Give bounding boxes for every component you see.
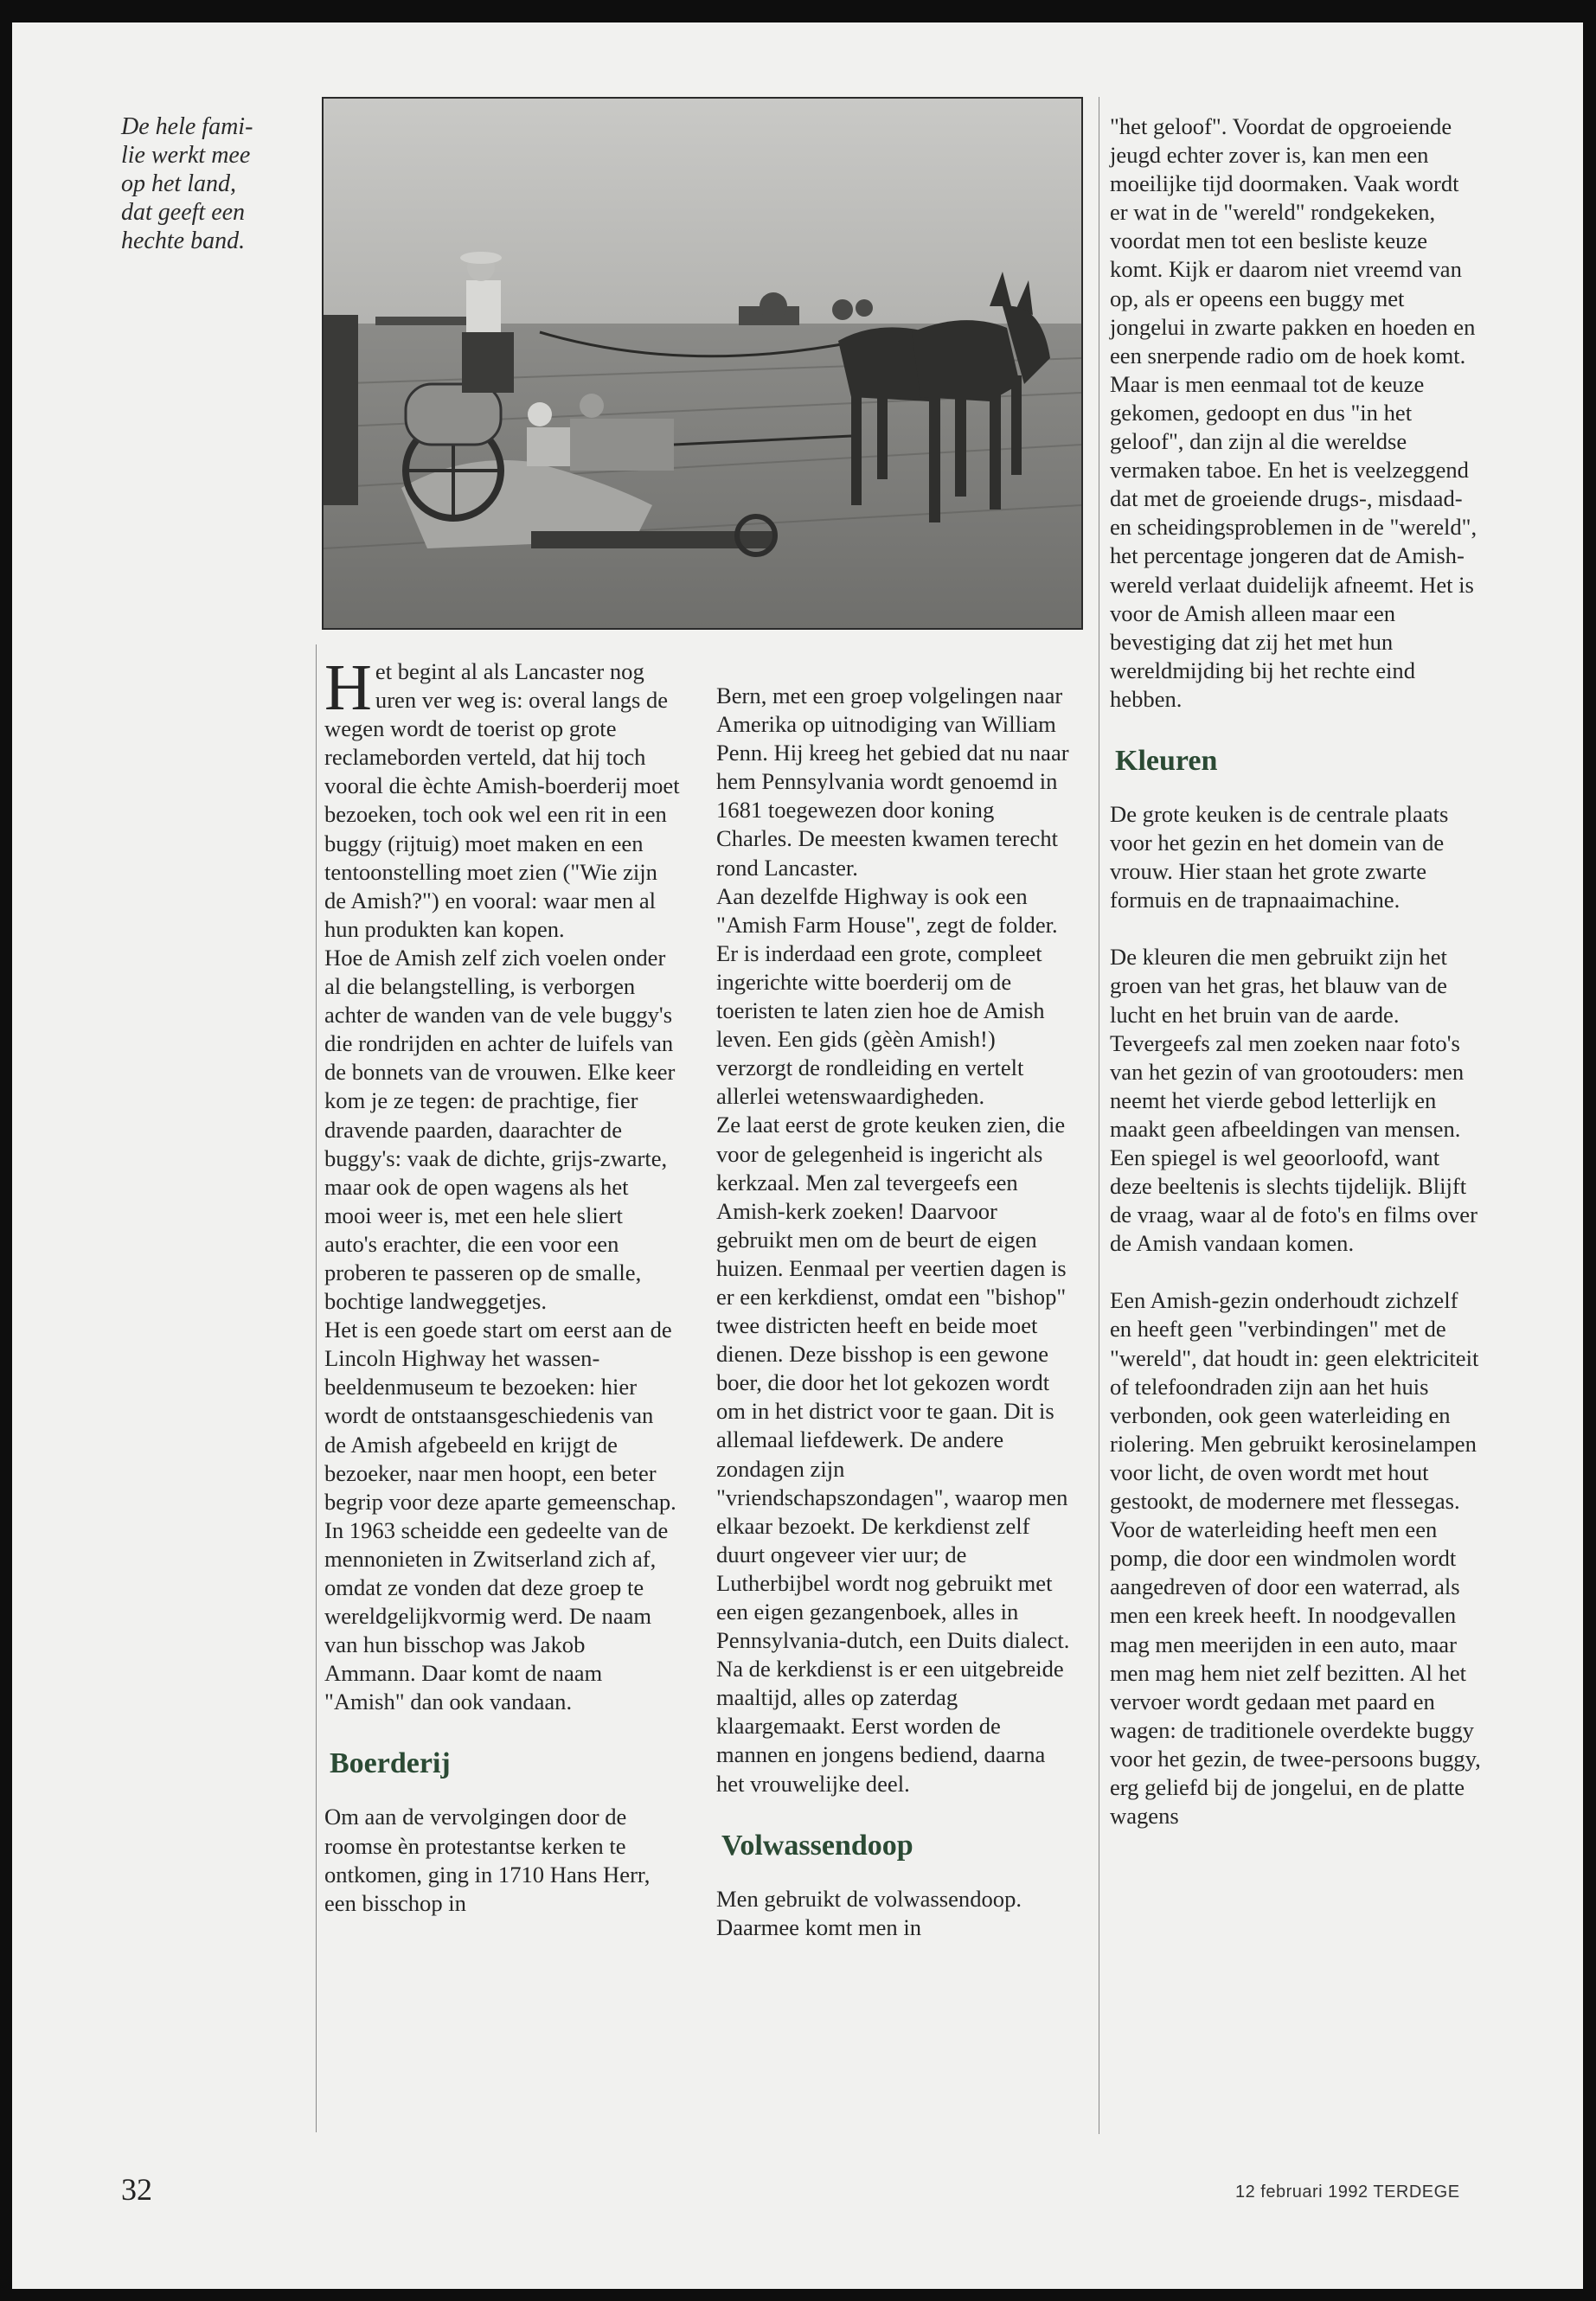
page-number: 32 xyxy=(121,2172,152,2207)
intro-text: et begint al als Lancaster nog uren ver weg is: overal langs de wegen wordt de toerist op grote reclameborden verteld, dat hij toch vooral die èchte Amish-boerderij moet bezoeken, toch ook wel een rit in een buggy (rijtuig) moet maken en een tentoonstelling moet zien ("Wie zijn de Amish?") en vooral: waar men al hun produkten kan kopen. xyxy=(324,658,680,942)
subheading-volwassendoop: Volwassendoop xyxy=(721,1829,913,1862)
intro-paragraph xyxy=(324,651,681,944)
column-rule-1 xyxy=(316,644,317,2132)
paragraph-gap xyxy=(1110,1258,1482,1286)
subheading-boerderij: Boerderij xyxy=(330,1747,451,1780)
paragraph-gap xyxy=(1110,914,1482,943)
drop-cap: H xyxy=(324,651,372,724)
paragraph: Ze laat eerst de grote keuken zien, die voor de gelegenheid is ingericht als kerkzaal. Men zal tevergeefs een Amish-kerk zoeken! Daarvoor gebruikt men om de beurt de eigen huizen. Eenmaal per veertien dagen is er een kerkdienst, omdat een "bishop" twee districten heeft en beide moet dienen. Deze bisshop is een gewone boer, die door het lot gekozen wordt om in het district voor te gaan. Dit is allemaal liefdewerk. De andere zondagen zijn "vriendschapszondagen", waarop men elkaar bezoekt. De kerkdienst zelf duurt ongeveer vier uur; de Lutherbijbel wordt nog gebruikt met een eigen gezangenboek, alles in Pennsylvania-dutch, een Duits dialect. Na de kerkdienst is er een uitgebreide maaltijd, alles op zaterdag klaargemaakt. Eerst worden de mannen en jongens bediend, daarna het vrouwelijke deel. xyxy=(716,1112,1070,1797)
paragraph: De grote keuken is de centrale plaats voor het gezin en het domein van de vrouw. Hier staan het grote zwarte formuis en de trapnaaimachine. xyxy=(1110,800,1449,913)
paragraph: "het geloof". Voordat de opgroeiende jeugd echter zover is, kan men een moeilijke tijd doormaken. Vaak wordt er wat in de "wereld" rondgekeken, voordat men tot een besliste keuze komt. Kijk er daarom niet vreemd van op, als er opeens een buggy met jongelui in zwarte pakken en hoeden en een snerpende radio om de hoek komt. Maar is men eenmaal tot de keuze gekomen, gedoopt en dus "in het geloof", dan zijn al die wereldse vermaken taboe. En het is veelzeggend dat met de groeiende drugs-, misdaad- en scheidingsproblemen in de "wereld", het percentage jongeren dat de Amish-wereld verlaat duidelijk afneemt. Het is voor de Amish alleen maar een bevestiging dat zij het met hun wereldmijding bij het rechte eind hebben. xyxy=(1110,113,1477,712)
paragraph: Men gebruikt de volwassendoop. Daarmee komt men in xyxy=(716,1885,1022,1940)
photo-caption: De hele fami- lie werkt mee op het land, dat geeft een hechte band. xyxy=(121,113,253,254)
article-column-2 xyxy=(716,682,1073,1942)
paragraph: Aan dezelfde Highway is ook een "Amish Farm House", zegt de folder. Er is inderdaad een grote, compleet ingerichte witte boerderij om de toeristen te laten zien hoe de Amish leven. Een gids (gèèn Amish!) verzorgt de rondleiding en vertelt allerlei wetenswaardigheden. xyxy=(716,882,1058,1110)
paragraph: De kleuren die men gebruikt zijn het groen van het gras, het blauw van de lucht en het bruin van de aarde. Tevergeefs zal men zoeken naar foto's van het gezin of van grootouders: men neemt het vierde gebod letterlijk en maakt geen afbeeldingen van mensen. Een spiegel is wel geoorloofd, want deze beeltenis is slechts tijdelijk. Blijft de vraag, waar al de foto's en films over de Amish vandaan komen. xyxy=(1110,944,1477,1257)
paragraph: Het is een goede start om eerst aan de Lincoln Highway het wassen-beeldenmuseum te bezoeken: hier wordt de ontstaansgeschiedenis van de Amish afgebeeld en krijgt de bezoeker, naar men hoopt, een beter begrip voor deze aparte gemeenschap. In 1963 scheidde een gedeelte van de mennonieten in Zwitserland zich af, omdat ze vonden dat deze groep te wereldgelijkvormig werd. De naam van hun bisschop was Jakob Ammann. Daar komt de naam "Amish" dan ook vandaan. xyxy=(324,1317,676,1715)
article-column-1 xyxy=(324,651,681,1918)
photo-illustration xyxy=(324,99,1081,628)
amish-field-photo xyxy=(322,97,1083,630)
paragraph: Hoe de Amish zelf zich voelen onder al die belangstelling, is verborgen achter de wanden van de vele buggy's die rondrijden en achter de luifels van de bonnets van de vrouwen. Elke keer kom je ze tegen: de prachtige, fier dravende paarden, daarachter de buggy's: vaak de dichte, grijs-zwarte, maar ook de open wagens als het mooi weer is, met een hele sliert auto's erachter, die een voor een proberen te passeren op de smalle, bochtige landweggetjes. xyxy=(324,944,676,1315)
subheading-kleuren: Kleuren xyxy=(1115,744,1218,777)
paragraph: Een Amish-gezin onderhoudt zichzelf en heeft geen "verbindingen" met de "wereld", dat houdt in: geen elektriciteit of telefoondraden zijn aan het huis verbonden, ook geen waterleiding en riolering. Men gebruikt kerosinelampen voor licht, de oven wordt met hout gestookt, de modernere met flessegas. xyxy=(1110,1287,1479,1515)
article-column-3 xyxy=(1110,112,1482,1830)
paragraph: Voor de waterleiding heeft men een pomp, die door een windmolen wordt aangedreven of door een waterrad, als men een kreek heeft. In noodgevallen mag men meerijden in een auto, maar men mag hem niet zelf bezitten. Al het vervoer wordt gedaan met paard en wagen: de traditionele overdekte buggy voor het gezin, de twee-persoons buggy, erg geliefd bij de jongelui, en de platte wagens xyxy=(1110,1516,1481,1830)
footer-issue-date: 12 februari 1992 TERDEGE xyxy=(1235,2182,1460,2202)
paragraph: Bern, met een groep volgelingen naar Amerika op uitnodiging van William Penn. Hij kreeg het gebied dat nu naar hem Pennsylvania wordt genoemd in 1681 toegewezen door koning Charles. De meesten kwamen terecht rond Lancaster. xyxy=(716,683,1069,881)
paragraph: Om aan de vervolgingen door de roomse èn protestantse kerken te ontkomen, ging in 1710 Hans Herr, een bisschop in xyxy=(324,1804,651,1916)
